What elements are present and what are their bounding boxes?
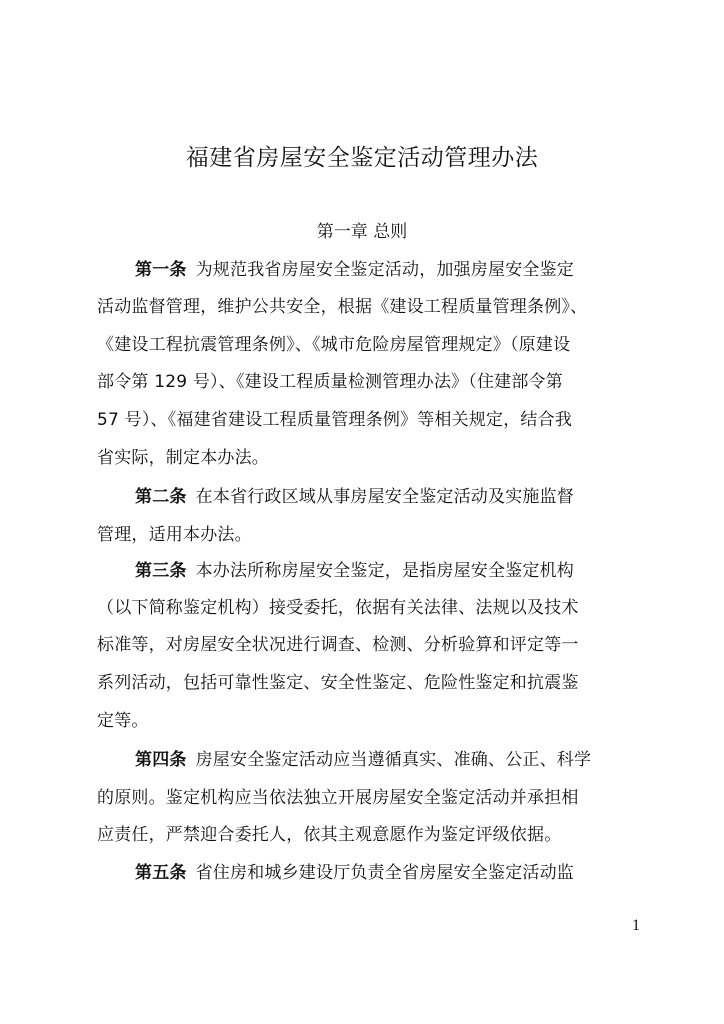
article-4-line-3: 应责任，严禁迎合委托人，依其主观意愿作为鉴定评级依据。 [97, 825, 562, 845]
article-1-line-2: 活动监督管理，维护公共安全，根据《建设工程质量管理条例》、 [97, 297, 588, 317]
article-text: 省住房和城乡建设厅负责全省房屋安全鉴定活动监 [195, 863, 575, 883]
article-3-line-5: 定等。 [97, 711, 149, 731]
document-title: 福建省房屋安全鉴定活动管理办法 [185, 145, 539, 171]
chapter-heading: 第一章 总则 [316, 222, 408, 242]
article-1-line-5: 57 号）、《福建省建设工程质量管理条例》等相关规定，结合我 [97, 410, 573, 430]
article-5-line-1 [135, 858, 574, 888]
article-1-line-6: 省实际，制定本办法。 [97, 448, 269, 468]
article-text: 房屋安全鉴定活动应当遵循真实、准确、公正、科学 [195, 750, 592, 770]
article-label: 第四条 [135, 750, 187, 770]
article-4-line-2: 的原则。鉴定机构应当依法独立开展房屋安全鉴定活动并承担相 [97, 788, 579, 808]
article-label: 第二条 [135, 487, 187, 507]
article-2-line-1 [135, 482, 574, 512]
page-number: 1 [632, 917, 640, 934]
article-1-line-4: 部令第 129 号）、《建设工程质量检测管理办法》（住建部令第 [97, 372, 563, 392]
article-1-line-3: 《建设工程抗震管理条例》、《城市危险房屋管理规定》（原建设 [97, 335, 571, 355]
article-3-line-1 [135, 556, 574, 586]
article-text: 本办法所称房屋安全鉴定，是指房屋安全鉴定机构 [195, 561, 575, 581]
article-text: 在本省行政区域从事房屋安全鉴定活动及实施监督 [195, 487, 575, 507]
article-label: 第三条 [135, 561, 187, 581]
article-3-line-2: （以下简称鉴定机构）接受委托，依据有关法律、法规以及技术 [97, 598, 579, 618]
article-label: 第五条 [135, 863, 187, 883]
article-label: 第一条 [135, 260, 187, 280]
article-1-line-1 [135, 255, 574, 285]
article-text: 为规范我省房屋安全鉴定活动，加强房屋安全鉴定 [195, 260, 575, 280]
article-3-line-3: 标准等，对房屋安全状况进行调查、检测、分析验算和评定等一 [97, 635, 579, 655]
article-2-line-2: 管理，适用本办法。 [97, 525, 252, 545]
article-3-line-4: 系列活动，包括可靠性鉴定、安全性鉴定、危险性鉴定和抗震鉴 [97, 673, 579, 693]
article-4-line-1 [135, 745, 591, 775]
